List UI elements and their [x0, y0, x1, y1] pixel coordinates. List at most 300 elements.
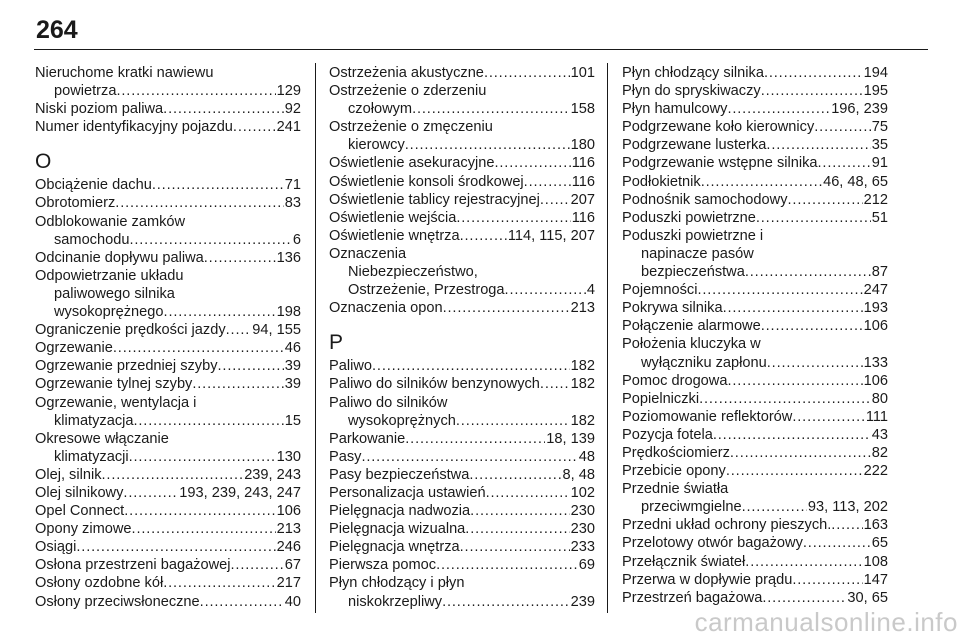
index-term: Poduszki powietrzne i [622, 227, 764, 244]
index-entry [329, 502, 595, 520]
dot-leader [76, 538, 275, 556]
index-term: Płyn do spryskiwaczy [622, 83, 761, 100]
index-entry [329, 448, 595, 466]
index-term: paliwowego silnika [54, 285, 175, 302]
dot-leader [456, 412, 570, 430]
page-reference: 247 [863, 282, 888, 299]
index-entry-line [622, 173, 888, 191]
index-entry [622, 462, 888, 480]
index-entry-line [35, 593, 301, 611]
page-reference: 230 [570, 503, 595, 520]
index-entry-line [622, 82, 888, 100]
index-entry-line [35, 375, 301, 393]
page-reference: 102 [570, 484, 595, 501]
index-entry [35, 484, 301, 502]
index-entry-line [35, 339, 301, 357]
index-entry-line [329, 100, 595, 118]
index-entry-line [622, 245, 888, 263]
index-entry-line [35, 430, 301, 448]
page-reference: 43 [871, 426, 888, 443]
index-term: Ogrzewanie, wentylacja i [35, 394, 197, 411]
page-reference: 239 [570, 593, 595, 610]
index-term: Pielęgnacja wnętrza [329, 539, 460, 556]
index-entry-line [329, 173, 595, 191]
index-entry-line [329, 191, 595, 209]
dot-leader [831, 516, 862, 534]
index-term: Osłony ozdobne kół [35, 575, 164, 592]
dot-leader [697, 281, 862, 299]
page-reference: 48 [578, 448, 595, 465]
index-entry-line [329, 227, 595, 245]
dot-leader [113, 339, 284, 357]
index-term: Oświetlenie konsoli środkowej [329, 173, 524, 190]
index-entry [329, 430, 595, 448]
index-term: Popielniczki [622, 390, 700, 407]
index-entry-line [622, 534, 888, 552]
index-entry [35, 357, 301, 375]
index-entry-line [622, 118, 888, 136]
page-reference: 39 [284, 376, 301, 393]
index-column-3 [622, 64, 888, 607]
dot-leader [470, 502, 569, 520]
dot-leader [163, 100, 284, 118]
index-term: Parkowanie [329, 430, 406, 447]
dot-leader [116, 82, 275, 100]
dot-leader [152, 176, 284, 194]
index-term: Przełącznik świateł [622, 553, 746, 570]
index-term: Przestrzeń bagażowa [622, 589, 763, 606]
index-entry [35, 194, 301, 212]
page-reference: 130 [276, 448, 301, 465]
index-entry-line [35, 412, 301, 430]
page-reference: 18, 139 [546, 430, 595, 447]
index-entry [35, 466, 301, 484]
page-reference: 111 [865, 408, 888, 425]
index-term: Odcinanie dopływu paliwa [35, 249, 204, 266]
index-term: Pozycja fotela [622, 426, 713, 443]
index-entry [622, 317, 888, 335]
page-reference: 6 [292, 231, 301, 248]
index-entry [622, 64, 888, 82]
index-entry-line [329, 574, 595, 592]
index-entry-line [329, 82, 595, 100]
header-rule [34, 49, 928, 50]
index-entry-line [35, 466, 301, 484]
index-term: Olej silnikowy [35, 484, 124, 501]
index-entry [329, 520, 595, 538]
index-entry-line [329, 394, 595, 412]
index-entry [35, 118, 301, 136]
index-entry [622, 100, 888, 118]
dot-leader [727, 372, 862, 390]
index-term: Pojemności [622, 282, 698, 299]
index-entry [35, 593, 301, 611]
index-entry [329, 574, 595, 610]
page-reference: 69 [578, 557, 595, 574]
page-reference: 91 [871, 155, 888, 172]
page-reference: 193 [863, 300, 888, 317]
page-reference: 15 [284, 412, 301, 429]
page-reference: 46, 48, 65 [823, 173, 888, 190]
page-reference: 116 [571, 155, 595, 172]
dot-leader [761, 82, 863, 100]
dot-leader [788, 191, 863, 209]
index-entry-line [329, 299, 595, 317]
index-entry-line [329, 245, 595, 263]
index-entry [622, 553, 888, 571]
index-entry [329, 227, 595, 245]
index-entry [622, 281, 888, 299]
dot-leader [742, 498, 807, 516]
page-reference: 129 [276, 83, 301, 100]
index-entry-line [622, 589, 888, 607]
index-entry-line [35, 231, 301, 249]
column-separator [607, 63, 608, 613]
index-term: bezpieczeństwa [641, 264, 745, 281]
index-term: Niebezpieczeństwo, [348, 264, 478, 281]
index-term: Obciążenie dachu [35, 177, 152, 194]
index-term: Przelotowy otwór bagażowy [622, 535, 803, 552]
index-entry-line [329, 136, 595, 154]
index-entry-line [622, 64, 888, 82]
index-entry-line [35, 100, 301, 118]
index-entry-line [622, 191, 888, 209]
page-reference: 30, 65 [847, 589, 888, 606]
index-entry-line [35, 520, 301, 538]
page-reference: 4 [586, 282, 595, 299]
page-reference: 116 [571, 173, 595, 190]
page-reference: 65 [871, 535, 888, 552]
index-term: Odpowietrzanie układu [35, 267, 184, 284]
index-entry [329, 538, 595, 556]
index-entry [35, 249, 301, 267]
index-entry-line [35, 118, 301, 136]
page-reference: 82 [871, 444, 888, 461]
dot-leader [505, 281, 586, 299]
index-term: Paliwo [329, 358, 372, 375]
index-entry-line [329, 556, 595, 574]
page-reference: 222 [863, 463, 888, 480]
index-entry [622, 227, 888, 281]
index-term: Oznaczenia [329, 245, 407, 262]
page-reference: 83 [284, 195, 301, 212]
index-term: Niski poziom paliwa [35, 101, 164, 118]
page-reference: 92 [284, 101, 301, 118]
watermark: carmanualsonline.info [694, 607, 958, 637]
index-entry-line [622, 100, 888, 118]
index-entry [622, 209, 888, 227]
index-entry [622, 534, 888, 552]
page-reference: 158 [570, 101, 595, 118]
index-entry-line [35, 267, 301, 285]
index-entry-line [35, 484, 301, 502]
index-entry [329, 154, 595, 172]
index-term: Przerwa w dopływie prądu [622, 571, 793, 588]
index-entry [622, 372, 888, 390]
dot-leader [164, 303, 276, 321]
dot-leader [484, 64, 570, 82]
index-entry [35, 267, 301, 321]
index-entry [329, 64, 595, 82]
page-reference: 196, 239 [831, 101, 888, 118]
index-term: Personalizacja ustawień [329, 484, 486, 501]
index-entry [35, 339, 301, 357]
page-reference: 75 [871, 119, 888, 136]
index-term: Osłony przeciwsłoneczne [35, 593, 200, 610]
dot-leader [192, 375, 283, 393]
dot-leader [456, 209, 570, 227]
dot-leader [767, 354, 863, 372]
page-reference: 163 [863, 517, 888, 534]
index-term: Przedni układ ochrony pieszych. [622, 517, 832, 534]
index-entry-line [35, 213, 301, 231]
index-entry [622, 408, 888, 426]
index-term: Oświetlenie wejścia [329, 209, 457, 226]
page-reference: 80 [871, 390, 888, 407]
page-reference: 246 [276, 539, 301, 556]
index-entry-line [35, 394, 301, 412]
index-term: wysokoprężnego [54, 304, 164, 321]
page-reference: 101 [570, 65, 595, 81]
index-entry [622, 173, 888, 191]
page-reference: 87 [871, 264, 888, 281]
index-entry-line [329, 209, 595, 227]
index-entry-line [622, 426, 888, 444]
index-column-1 [35, 64, 301, 611]
index-term: Paliwo do silników [329, 394, 448, 411]
dot-leader [412, 100, 570, 118]
index-term: Ograniczenie prędkości jazdy [35, 322, 226, 339]
index-term: Paliwo do silników benzynowych [329, 376, 540, 393]
page-reference: 35 [871, 137, 888, 154]
index-entry [622, 118, 888, 136]
dot-leader [443, 299, 570, 317]
index-entry-line [35, 448, 301, 466]
index-term: Numer identyfikacyjny pojazdu [35, 119, 233, 136]
dot-leader [756, 209, 871, 227]
page-reference: 71 [284, 177, 301, 194]
dot-leader [469, 466, 561, 484]
index-term: Oznaczenia opon [329, 300, 443, 317]
index-entry-line [622, 498, 888, 516]
index-entry [622, 82, 888, 100]
dot-leader [204, 249, 276, 267]
index-entry-line [622, 408, 888, 426]
index-term: Przednie światła [622, 481, 729, 498]
dot-leader [818, 154, 871, 172]
index-entry [329, 173, 595, 191]
index-term: Poduszki powietrzne [622, 209, 756, 226]
page-reference: 116 [571, 209, 595, 226]
index-entry-line [622, 571, 888, 589]
dot-leader [486, 484, 570, 502]
index-term: Podłokietnik [622, 173, 701, 190]
index-term: wyłączniku zapłonu [641, 354, 767, 371]
index-entry-line [35, 321, 301, 339]
dot-leader [233, 118, 276, 136]
index-entry-line [622, 136, 888, 154]
dot-leader [218, 357, 284, 375]
dot-leader [133, 412, 283, 430]
index-term: Położenia kluczyka w [622, 336, 761, 353]
index-entry-line [329, 448, 595, 466]
dot-leader [460, 227, 507, 245]
index-entry-line [329, 466, 595, 484]
index-entry-line [622, 390, 888, 408]
index-term: Płyn chłodzący i płyn [329, 575, 465, 592]
index-term: klimatyzacja [54, 412, 134, 429]
page-reference: 233 [570, 539, 595, 556]
index-entry [35, 556, 301, 574]
index-entry [35, 176, 301, 194]
page-reference: 8, 48 [562, 466, 595, 483]
index-entry [329, 245, 595, 299]
dot-leader [723, 299, 863, 317]
page-reference: 114, 115, 207 [507, 227, 595, 244]
page-reference: 106 [276, 503, 301, 520]
index-entry-line [329, 357, 595, 375]
index-term: Podgrzewanie wstępne silnika [622, 155, 818, 172]
dot-leader [699, 390, 871, 408]
page-reference: 182 [570, 376, 595, 393]
index-entry-line [622, 480, 888, 498]
index-entry-line [622, 281, 888, 299]
page-reference: 182 [570, 358, 595, 375]
page-number: 264 [36, 16, 78, 44]
dot-leader [460, 538, 570, 556]
index-entry-line [329, 538, 595, 556]
index-entry-line [35, 556, 301, 574]
page-reference: 136 [276, 249, 301, 266]
index-entry-line [622, 372, 888, 390]
page-reference: 67 [284, 557, 301, 574]
index-term: Oświetlenie wnętrza [329, 227, 460, 244]
index-entry [329, 484, 595, 502]
dot-leader [123, 484, 178, 502]
page-reference: 212 [863, 191, 888, 208]
index-entry [35, 430, 301, 466]
dot-leader [701, 173, 822, 191]
index-term: Opony zimowe [35, 521, 132, 538]
index-term: Pasy bezpieczeństwa [329, 466, 470, 483]
dot-leader [163, 574, 275, 592]
index-term: Ostrzeżenie, Przestroga [348, 282, 505, 299]
index-term: Pasy [329, 448, 362, 465]
index-entry [622, 444, 888, 462]
index-entry-line [622, 553, 888, 571]
index-term: Ogrzewanie [35, 340, 113, 357]
index-entry-line [329, 118, 595, 136]
index-term: Pielęgnacja nadwozia [329, 503, 471, 520]
index-term: Osłona przestrzeni bagażowej [35, 557, 231, 574]
index-entry [329, 209, 595, 227]
index-entry [329, 299, 595, 317]
dot-leader [540, 375, 570, 393]
page-reference: 94, 155 [252, 322, 301, 339]
dot-leader [540, 191, 570, 209]
index-entry-line [622, 335, 888, 353]
dot-leader [124, 502, 275, 520]
index-entry [35, 574, 301, 592]
index-entry-line [35, 176, 301, 194]
dot-leader [436, 556, 578, 574]
index-term: Odblokowanie zamków [35, 213, 186, 230]
index-term: Osiągi [35, 539, 77, 556]
dot-leader [766, 136, 870, 154]
index-term: klimatyzacji [54, 448, 129, 465]
index-entry-line [35, 574, 301, 592]
page-reference: 241 [276, 119, 301, 136]
index-entry-line [35, 64, 301, 82]
page-reference: 193, 239, 243, 247 [179, 484, 301, 501]
index-entry [622, 516, 888, 534]
index-term: Ostrzeżenia akustyczne [329, 65, 484, 81]
dot-leader [465, 520, 569, 538]
page-reference: 213 [276, 521, 301, 538]
index-term: Płyn chłodzący silnika [622, 65, 764, 81]
index-entry [622, 390, 888, 408]
dot-leader [494, 154, 570, 172]
page-reference: 51 [871, 209, 888, 226]
index-entry-line [35, 538, 301, 556]
index-term: kierowcy [348, 137, 405, 154]
index-entry-line [329, 281, 595, 299]
dot-leader [129, 231, 291, 249]
page-reference: 182 [570, 412, 595, 429]
index-entry [622, 480, 888, 516]
index-term: Oświetlenie asekuracyjne [329, 155, 495, 172]
dot-leader [115, 194, 283, 212]
index-term: Nieruchome kratki nawiewu [35, 65, 214, 81]
page-reference: 194 [863, 65, 888, 81]
index-term: Ostrzeżenie o zmęczeniu [329, 119, 493, 136]
index-entry-line [35, 357, 301, 375]
index-entry-line [329, 430, 595, 448]
index-entry [329, 357, 595, 375]
index-entry [35, 100, 301, 118]
page-reference: 46 [284, 340, 301, 357]
dot-leader [792, 571, 862, 589]
index-entry-line [329, 375, 595, 393]
dot-leader [200, 593, 284, 611]
index-term: przeciwmgielne [641, 499, 742, 516]
index-entry-line [329, 520, 595, 538]
index-entry-line [35, 249, 301, 267]
page-reference: 198 [276, 304, 301, 321]
index-entry [329, 394, 595, 430]
index-term: powietrza [54, 83, 117, 100]
index-entry [622, 335, 888, 371]
index-section-letter: O [35, 150, 52, 174]
index-entry [622, 571, 888, 589]
index-term: Oświetlenie tablicy rejestracyjnej [329, 191, 540, 208]
index-entry-line [622, 462, 888, 480]
dot-leader [129, 448, 276, 466]
index-entry-line [622, 299, 888, 317]
index-entry [329, 191, 595, 209]
dot-leader [372, 357, 570, 375]
index-entry [622, 136, 888, 154]
page-reference: 207 [570, 191, 595, 208]
page-reference: 195 [863, 83, 888, 100]
dot-leader [762, 589, 846, 607]
index-term: czołowym [348, 101, 413, 118]
index-term: Pierwsza pomoc [329, 557, 437, 574]
index-term: Pomoc drogowa [622, 372, 728, 389]
index-entry [329, 375, 595, 393]
index-entry-line [622, 263, 888, 281]
dot-leader [730, 444, 871, 462]
